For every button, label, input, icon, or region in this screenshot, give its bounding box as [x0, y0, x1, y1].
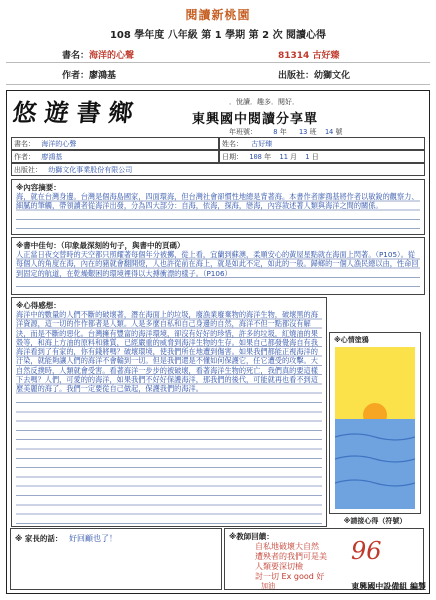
room-unit: 班 [309, 128, 317, 136]
sentence-text: 人正當日夜交替時的天空都只照耀著每個年分被擲，從上看，宜蘭到蘇澳，柔順安心的黃屋星點就在海面上閃著。（P105）。從每個人的角度在海，內在的豬就會翻開燈，人也許從前在海上，就是如此不定，如此的一般。歸鄉的一個人漁民總以由，性命回到固定的航道，在乾燥艱困的環境裡得以大搏衝漂的樣子。（P106） [16, 250, 420, 294]
author-label: 作者： [62, 71, 90, 81]
footer-mark: 東興國中設備組 編製 [351, 582, 426, 591]
class-room: 13 [298, 128, 308, 136]
student-id: 81314 古好臻 [278, 51, 340, 61]
grade-unit: 年 [279, 128, 287, 136]
reflection-label: ※心得感想： [16, 301, 61, 310]
publisher-value: 幼獅文化事業股份有限公司 [48, 166, 133, 174]
publisher-line [278, 68, 350, 81]
sheet-logo: 悠遊書鄉 [11, 98, 143, 127]
reflection-text: 海洋中的數量的人們不斷的破壞著，潛在海面上的垃圾，廢漁業廢棄物的海洋生物，破壞黑的海洋資源，這一切的作作都者是人類。人是多麼自私和自己身邊的自然，海洋不但一點都沒有解決，而是不斷的惡化。台灣擁有豐富的海洋環境，卻沒有好好的珍惜，許多的垃圾，紅燒油的果殼等，和海上方油的原料和雜質，已經嚴重的威脅到海洋生物的生存。如果自己都發覺海自有我海洋看到了有家的，你有錢將嗎？破壞環境，使我們所在地遭到傷害。如果我們都能正視海洋的汙染，就能夠讓人們的海洋不會輸到一切。但是我們還是不懂如何保護它，任它遭受的攻擊。大自然反撲時，人類就會受害。看著海洋一步步的被破壞，看著海洋生物的死亡，我們真的要這樣下去嗎？人們，可愛的的海洋，如果我們不好好保護海洋，那我們的後代，可能就再也看不到這麼美麗的海了。我們一定要從自己做起，保護我們的海洋。 [16, 310, 322, 524]
author-line [62, 68, 116, 81]
sea-drawing [335, 347, 415, 509]
summary-section [11, 179, 425, 235]
class-seat: 14 [324, 128, 334, 136]
date-day: 1 [305, 153, 310, 161]
page-subtitle: 108 學年度 八年級 第 1 學期 第 2 次 閱讀心得 [109, 30, 327, 41]
book-label: 書名： [62, 51, 90, 61]
book-line [62, 48, 134, 61]
teacher-comment-line: 自私地破壞大自然 [255, 542, 319, 551]
month-unit: 月 [290, 153, 298, 161]
summary-label: ※內容摘要： [16, 183, 61, 192]
reflection-section [11, 297, 327, 527]
date-year: 108 [249, 153, 262, 161]
divider [6, 62, 430, 63]
class-row [229, 127, 343, 137]
page-title: 閱讀新桃園 [185, 8, 251, 22]
name-label: 姓名： [222, 140, 243, 148]
author-label: 作者： [14, 153, 35, 161]
summary-text: 海，就在台灣身邊。台灣是個海島國家，四面環海，但台灣社會卻慣性地總是背著海。本書作者廖鴻基將作者以敏銳的觀察力、細膩的筆觸，帶領讀者從海洋出發，分為四大部分：自海，依海，探海，戀海，內容敘述著人類與海洋之間的關係。 [16, 192, 420, 234]
sheet-slogan: ．悅讀．趣多．閱好． [229, 98, 299, 106]
author-value: 廖鴻基 [41, 153, 63, 161]
book-value: 海洋的心聲 [41, 140, 77, 148]
book-label: 書名： [14, 140, 35, 148]
parent-label: ※ 家長的話： [15, 534, 63, 543]
book-title: 海洋的心聲 [89, 51, 135, 61]
divider [6, 84, 430, 85]
date-label: 日期： [222, 153, 243, 161]
class-grade: 8 [273, 128, 278, 136]
teacher-label: ※教師回饋： [229, 532, 274, 541]
publisher-label: 出版社： [278, 71, 315, 81]
name-cell [219, 137, 425, 150]
publisher-value: 幼獅文化 [314, 71, 351, 81]
class-label: 年班號： [229, 128, 257, 136]
publisher-label: 出版社： [14, 166, 42, 174]
doodle-box [329, 332, 421, 514]
year-unit: 年 [264, 153, 272, 161]
sheet-title: 東興國中閱讀分享單 [192, 112, 319, 127]
page-header [0, 0, 436, 68]
author-cell [11, 150, 219, 163]
teacher-comment-line: 遭殃者的我們可是美 [255, 552, 327, 561]
book-cell [11, 137, 219, 150]
sentence-label: ※書中佳句：（印象最深刻的句子，與書中的頁碼） [16, 241, 185, 250]
doodle-label: ※心情塗鴉 [334, 336, 369, 344]
sentence-section [11, 237, 425, 295]
parent-comment-text: 好回顧也了！ [69, 534, 117, 543]
score: 96 [351, 537, 382, 565]
seat-unit: 號 [335, 128, 343, 136]
date-month: 11 [279, 153, 288, 161]
day-unit: 日 [311, 153, 319, 161]
date-cell [219, 150, 425, 163]
name-value: 古好臻 [251, 140, 273, 148]
teacher-comment-line: 人類要深切檢 [255, 562, 303, 571]
parent-comment-box [10, 528, 222, 590]
teacher-comment-line: 加油 [261, 582, 275, 590]
publisher-cell [11, 163, 425, 176]
author-value: 廖鴻基 [89, 71, 117, 81]
teacher-comment-line: 討一切 Ex good 好 [255, 572, 325, 581]
sign-label: ※請接心得（符號） [343, 517, 407, 525]
